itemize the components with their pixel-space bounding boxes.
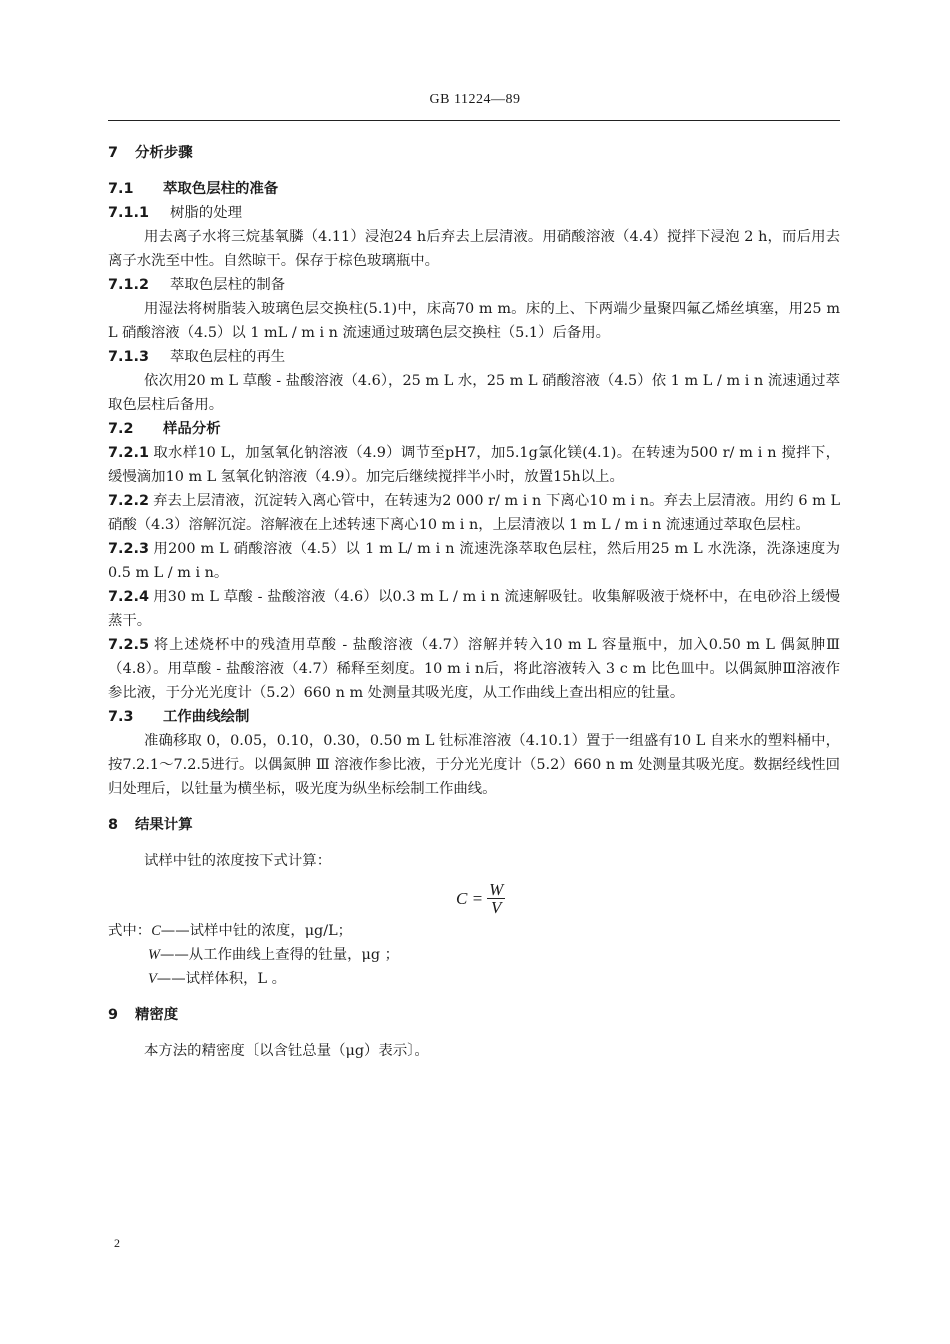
section-number: 9 (108, 1007, 119, 1023)
step-text: 用200 m L 硝酸溶液（4.5）以 1 m L/ m i n 流速洗涤萃取色层柱，然后用25 m L 水洗涤，洗涤速度为 0.5 m L / m i n。 (108, 541, 840, 581)
section-7-1-2-heading (108, 273, 840, 297)
where-prefix: 式中： (108, 923, 152, 939)
section-7-1-heading (108, 177, 840, 201)
section-number: 7.3 (108, 709, 134, 725)
section-7-1-3-text: 依次用20 m L 草酸 - 盐酸溶液（4.6），25 m L 水，25 m L 硝酸溶液（4.5）依 1 m L / m i n 流速通过萃取色层柱后备用。 (108, 373, 840, 413)
variable-description: ——从工作曲线上查得的钍量，μg ； (160, 947, 399, 963)
section-7-1-1-text: 用去离子水将三烷基氧膦（4.11）浸泡24 h后弃去上层清液。用硝酸溶液（4.4）搅拌下浸泡 2 h，而后用去离子水洗至中性。自然晾干。保存于棕色玻璃瓶中。 (108, 229, 840, 269)
section-number: 7.1.2 (108, 277, 149, 293)
variable-description: ——试样中钍的浓度，μg/L； (160, 923, 353, 939)
section-9-text: 本方法的精密度〔以含钍总量（μg）表示〕。 (144, 1043, 429, 1059)
formula-fraction (487, 881, 505, 916)
section-7-3-text: 准确移取 0，0.05，0.10，0.30，0.50 m L 钍标准溶液（4.10.1）置于一组盛有10 L 自来水的塑料桶中，按7.2.1～7.2.5进行。以偶氮胂 Ⅲ 溶液作参比液，于分光光度计（5.2）660 n m 处测量其吸光度。数据经线性回归处理后，以钍量为横坐标，吸光度为纵坐标绘制工作曲线。 (108, 733, 840, 797)
concentration-formula (108, 879, 840, 919)
step-number: 7.2.1 (108, 445, 149, 461)
section-9-heading (108, 1003, 840, 1027)
section-7-1-2-text: 用湿法将树脂装入玻璃色层交换柱(5.1)中，床高70 m m。床的上、下两端少量聚四氟乙烯丝填塞，用25 m L 硝酸溶液（4.5）以 1 mL / m i n 流速通过玻璃色层交换柱（5.1）后备用。 (108, 301, 840, 341)
section-number: 7.2 (108, 421, 134, 437)
standard-code-header: GB 11224—89 (429, 92, 521, 107)
page-number: 2 (114, 1236, 120, 1250)
where-line-1 (108, 919, 840, 943)
step-number: 7.2.5 (108, 637, 149, 653)
document-body (108, 137, 840, 1063)
step-number: 7.2.4 (108, 589, 149, 605)
variable-symbol: V (148, 971, 157, 987)
section-7-1-1-heading (108, 201, 840, 225)
section-number: 7.1.1 (108, 205, 149, 221)
step-text: 取水样10 L，加氢氧化钠溶液（4.9）调节至pH7，加5.1g氯化镁(4.1)。在转速为500 r/ m i n 搅拌下，缓慢滴加10 m L 氢氧化钠溶液（4.9）。加完后继续搅拌半小时，放置15h以上。 (108, 445, 840, 485)
section-title: 工作曲线绘制 (163, 709, 250, 725)
step-text: 用30 m L 草酸 - 盐酸溶液（4.6）以0.3 m L / m i n 流速解吸钍。收集解吸液于烧杯中，在电砂浴上缓慢蒸干。 (108, 589, 840, 629)
section-number: 7 (108, 145, 119, 161)
section-7-1-3-heading (108, 345, 840, 369)
section-title: 萃取色层柱的再生 (170, 349, 286, 365)
section-title: 萃取色层柱的准备 (163, 181, 279, 197)
formula-numerator: W (489, 880, 504, 899)
section-title: 精密度 (135, 1007, 179, 1023)
variable-description: ——试样体积，L 。 (156, 971, 287, 987)
formula-denominator: V (490, 898, 502, 917)
section-title: 萃取色层柱的制备 (170, 277, 286, 293)
step-text: 将上述烧杯中的残渣用草酸 - 盐酸溶液（4.7）溶解并转入10 m L 容量瓶中，加入0.50 m L 偶氮胂Ⅲ（4.8）。用草酸 - 盐酸溶液（4.7）稀释至刻度。10 m i n后，将此溶液转入 3 c m 比色皿中。以偶氮胂Ⅲ溶液作参比液，于分光光度计（5.2）660 n m 处测量其吸光度，从工作曲线上查出相应的钍量。 (108, 637, 840, 701)
formula-lhs: C = (456, 888, 484, 908)
section-7-heading (108, 141, 840, 165)
section-8-intro: 试样中钍的浓度按下式计算： (144, 853, 332, 869)
header-rule (108, 120, 840, 121)
section-7-2-heading (108, 417, 840, 441)
step-7-2-1 (108, 441, 840, 489)
section-7-3-heading (108, 705, 840, 729)
section-number: 7.1 (108, 181, 134, 197)
step-7-2-5 (108, 633, 840, 705)
where-line-3 (108, 967, 840, 991)
variable-symbol: C (151, 923, 161, 939)
step-7-2-3 (108, 537, 840, 585)
variable-symbol: W (148, 947, 160, 963)
step-7-2-4 (108, 585, 840, 633)
section-number: 8 (108, 817, 119, 833)
where-line-2 (108, 943, 840, 967)
step-7-2-2 (108, 489, 840, 537)
section-8-heading (108, 813, 840, 837)
section-title: 样品分析 (163, 421, 221, 437)
section-number: 7.1.3 (108, 349, 149, 365)
step-text: 弃去上层清液，沉淀转入离心管中，在转速为2 000 r/ m i n 下离心10 m i n。弃去上层清液。用约 6 m L 硝酸（4.3）溶解沉淀。溶解液在上述转速下离心10 m i n，上层清液以 1 m L / m i n 流速通过萃取色层柱。 (108, 493, 840, 533)
section-title: 树脂的处理 (170, 205, 242, 221)
section-title: 分析步骤 (135, 145, 193, 161)
formula-expression (456, 881, 505, 916)
step-number: 7.2.3 (108, 541, 149, 557)
section-title: 结果计算 (135, 817, 193, 833)
step-number: 7.2.2 (108, 493, 149, 509)
